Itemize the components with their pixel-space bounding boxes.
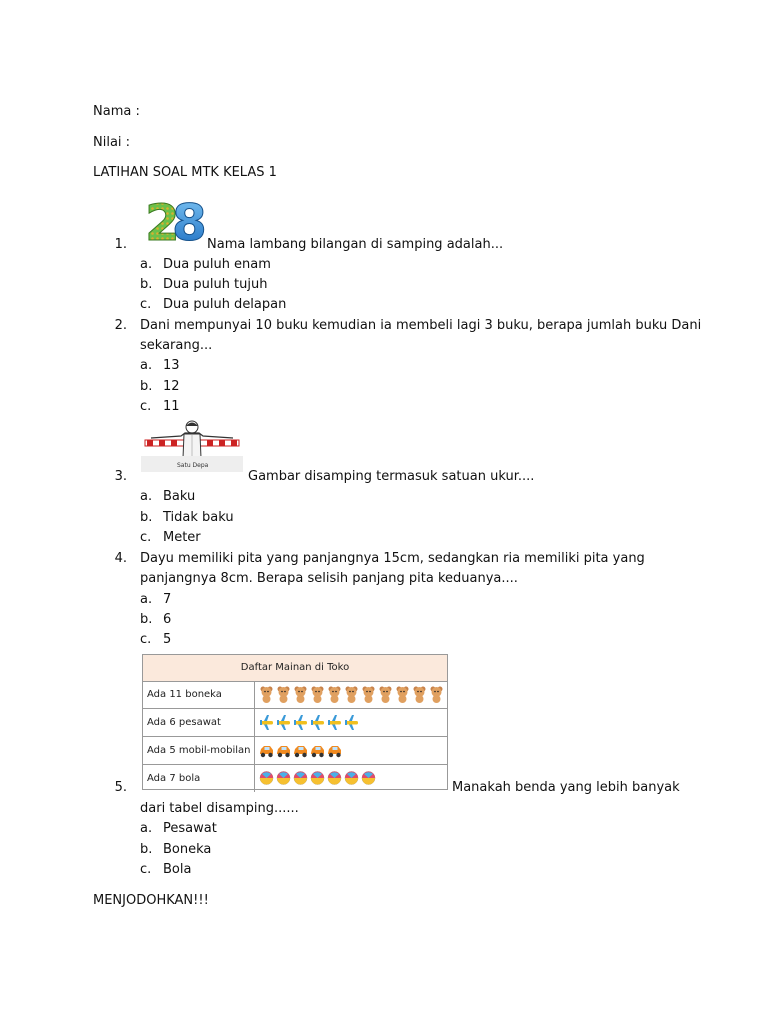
toy-car-icon	[327, 741, 342, 759]
table-row-label: Ada 7 bola	[143, 765, 255, 792]
option-letter: a.	[140, 821, 153, 836]
ball-icon	[293, 769, 308, 787]
option-text: Dua puluh tujuh	[163, 277, 268, 292]
name-label: Nama :	[93, 104, 140, 119]
airplane-icon	[327, 713, 342, 731]
option-letter: a.	[140, 489, 153, 504]
teddy-bear-icon	[327, 685, 342, 703]
table-row	[143, 681, 447, 709]
toy-table-image	[142, 654, 448, 790]
option-letter: b.	[140, 277, 153, 292]
toy-table-title: Daftar Mainan di Toko	[143, 655, 447, 682]
svg-text:8: 8	[172, 196, 207, 242]
airplane-icon	[310, 713, 325, 731]
table-row-icons	[259, 713, 359, 733]
toy-car-icon	[259, 741, 274, 759]
option-letter: b.	[140, 612, 153, 627]
option-text: Dua puluh enam	[163, 257, 271, 272]
airplane-icon	[276, 713, 291, 731]
question-5-text-line1: Manakah benda yang lebih banyak	[452, 780, 680, 795]
table-row-icons	[259, 769, 376, 789]
table-row	[143, 765, 447, 792]
teddy-bear-icon	[361, 685, 376, 703]
ball-icon	[327, 769, 342, 787]
option-text: 13	[163, 358, 180, 373]
ball-icon	[276, 769, 291, 787]
svg-text:2: 2	[145, 196, 180, 242]
table-row-icons	[259, 685, 444, 705]
option-text: Boneka	[163, 842, 212, 857]
option-letter: c.	[140, 632, 152, 647]
question-1-text: Nama lambang bilangan di samping adalah...	[207, 237, 504, 252]
satu-depa-caption: Satu Depa	[177, 462, 209, 469]
option-letter: c.	[140, 297, 152, 312]
teddy-bear-icon	[293, 685, 308, 703]
question-2-text-line2: sekarang...	[140, 338, 213, 353]
teddy-bear-icon	[310, 685, 325, 703]
teddy-bear-icon	[395, 685, 410, 703]
option-text: Dua puluh delapan	[163, 297, 287, 312]
option-letter: a.	[140, 358, 153, 373]
question-2-text-line1: Dani mempunyai 10 buku kemudian ia membeli lagi 3 buku, berapa jumlah buku Dani	[140, 318, 702, 333]
option-text: 11	[163, 399, 180, 414]
option-text: Tidak baku	[163, 510, 234, 525]
teddy-bear-icon	[259, 685, 274, 703]
teddy-bear-icon	[429, 685, 444, 703]
table-row	[143, 709, 447, 737]
question-4-text-line1: Dayu memiliki pita yang panjangnya 15cm, sedangkan ria memiliki pita yang	[140, 551, 645, 566]
table-row-label: Ada 6 pesawat	[143, 709, 255, 736]
airplane-icon	[259, 713, 274, 731]
score-label: Nilai :	[93, 135, 131, 150]
airplane-icon	[344, 713, 359, 731]
option-text: Bola	[163, 862, 192, 877]
table-row	[143, 737, 447, 765]
question-5-text-line2: dari tabel disamping......	[140, 801, 299, 816]
table-row-icons	[259, 741, 342, 761]
option-letter: a.	[140, 257, 153, 272]
option-letter: b.	[140, 842, 153, 857]
option-letter: b.	[140, 379, 153, 394]
ball-icon	[361, 769, 376, 787]
teddy-bear-icon	[344, 685, 359, 703]
ball-icon	[310, 769, 325, 787]
question-5-number: 5.	[114, 780, 127, 795]
teddy-bear-icon	[378, 685, 393, 703]
question-4-text-line2: panjangnya 8cm. Berapa selisih panjang pita keduanya....	[140, 571, 518, 586]
worksheet-title: LATIHAN SOAL MTK KELAS 1	[93, 165, 277, 180]
question-2-number: 2.	[114, 318, 127, 333]
question-3-text: Gambar disamping termasuk satuan ukur....	[248, 469, 535, 484]
question-3-number: 3.	[114, 469, 127, 484]
number-28-image	[145, 196, 207, 242]
option-text: Meter	[163, 530, 201, 545]
option-letter: c.	[140, 530, 152, 545]
ball-icon	[259, 769, 274, 787]
option-text: 12	[163, 379, 180, 394]
satu-depa-image	[141, 418, 243, 472]
airplane-icon	[293, 713, 308, 731]
teddy-bear-icon	[276, 685, 291, 703]
ball-icon	[344, 769, 359, 787]
option-text: Pesawat	[163, 821, 217, 836]
matching-section-title: MENJODOHKAN!!!	[93, 893, 209, 908]
table-row-label: Ada 11 boneka	[143, 681, 255, 708]
toy-car-icon	[276, 741, 291, 759]
option-text: 5	[163, 632, 172, 647]
question-4-number: 4.	[114, 551, 127, 566]
table-row-label: Ada 5 mobil-mobilan	[143, 737, 255, 764]
teddy-bear-icon	[412, 685, 427, 703]
option-letter: a.	[140, 592, 153, 607]
option-text: 6	[163, 612, 172, 627]
option-text: 7	[163, 592, 172, 607]
option-letter: c.	[140, 862, 152, 877]
question-1-number: 1.	[114, 237, 127, 252]
option-letter: b.	[140, 510, 153, 525]
option-text: Baku	[163, 489, 196, 504]
toy-car-icon	[293, 741, 308, 759]
option-letter: c.	[140, 399, 152, 414]
toy-car-icon	[310, 741, 325, 759]
